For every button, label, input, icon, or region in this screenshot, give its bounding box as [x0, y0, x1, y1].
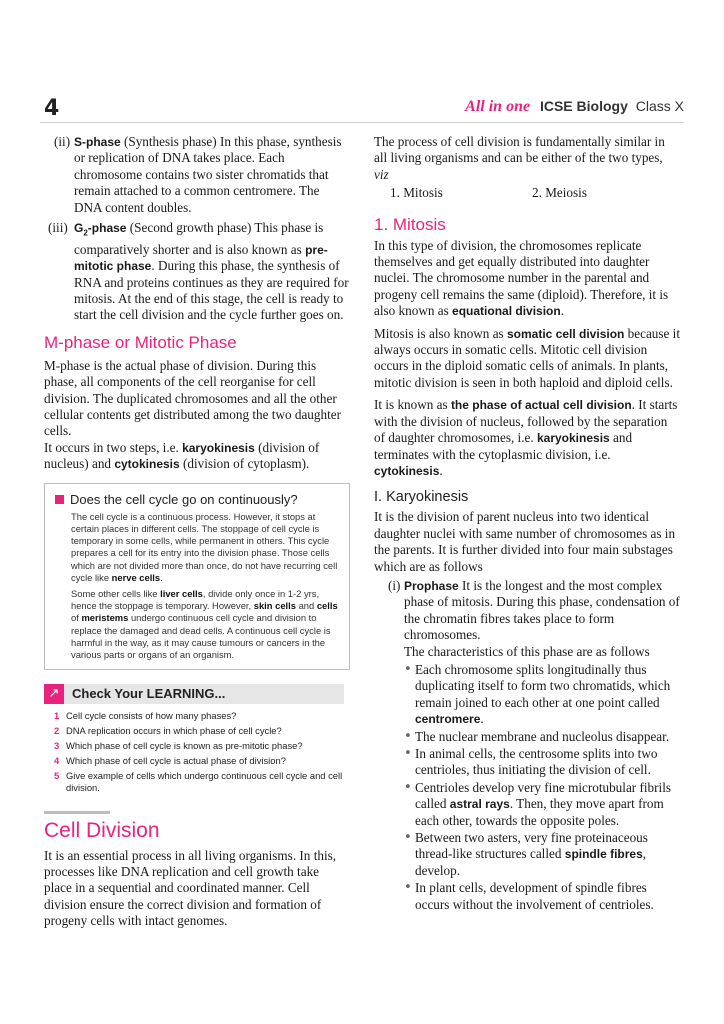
prophase-bullets [404, 662, 680, 913]
page-number: 4 [44, 96, 60, 121]
type-mitosis: 1. Mitosis [390, 185, 443, 201]
header-divider [40, 122, 684, 123]
mitosis-paragraph: Mitosis is also known as somatic cell division because it always occurs in somatic cells. Mitotic cell division occurs in the diploid somatic cells of animals. In plants, mitotic division is seen in both haploid and diploid cells. [374, 325, 681, 390]
cell-division-paragraph: It is an essential process in all living organisms. In this, processes like DNA replication and cell growth take place in a sequential and coordinated manner. Cell division ensure the correct division and formation of progeny cells with intact genomes. [44, 847, 337, 929]
mitosis-paragraph: In this type of division, the chromosomes replicate themselves and get equally distributed into daughter nuclei. The chromosome number in the parental and progeny cell remains the same (diploid). Therefore, it is also known as equational division. [374, 237, 669, 319]
karyokinesis-paragraph: It is the division of parent nucleus into two identical daughter nuclei with same number of chromosomes as in the parents. It is further divided into four main substages which are as follows [374, 509, 676, 574]
right-column [374, 134, 680, 914]
info-box-paragraph: Some other cells like liver cells, divide only once in 1-2 yrs, hence the stoppage is temporary. However, skin cells and cells of meristems undergo continuous cell cycle and division to replace the damaged and dead cells. A continuous cell cycle is harmful in the way, as it may cause tumours or cancers in the various parts or organs of an organism. [71, 587, 338, 660]
s-phase-term: S-phase [74, 135, 121, 149]
prophase-item: (i) Prophase It is the longest and the most complex phase of mitosis. During this phase, condensation of the chromatin fibres takes place to form chromosomes. The characteristics of this phase are as follows • Each chromosome splits longitudinally thus duplicating itself to form two chromatids, which remain joined to each other at one point called centromere. • The nuclear membrane and nucleolus disappear. • In animal cells, the centrosome splits into two centrioles, thus initiating the division of cell. • Centrioles develop very fine microtubular fibrils called astral rays. Then, they move apart from each other, towards the opposite poles. • Between two asters, very fine proteinaceous thread-like structures called spindle fibres, develop. • In plant cells, development of spindle fibres occurs without the involvement of centrioles. [388, 577, 680, 912]
list-item: • In plant cells, development of spindle fibres occurs without the involvement of centrioles. [404, 880, 654, 912]
check-learning-bar [44, 684, 344, 704]
list-item: • Each chromosome splits longitudinally thus duplicating itself to form two chromatids, which remain joined to each other at one point called centromere. [404, 661, 671, 727]
pre-mitotic-term: pre-mitotic phase [74, 242, 328, 274]
page-header [465, 96, 684, 117]
list-item: • Centrioles develop very fine microtubular fibrils called astral rays. Then, they move apart from each other, towards the opposite poles. [404, 779, 671, 828]
type-meiosis: 2. Meiosis [532, 185, 587, 201]
info-box-paragraph: The cell cycle is a continuous process. However, it stops at certain places in different cells. The stoppage of cell cycle is temporary in some cells, while permanent in others. This cycle prepares a cell for its entry into the division phase. Those cells which are not divided more than once, do not have recurring cell cycle like nerve cells. [71, 510, 338, 583]
mphase-heading: M-phase or Mitotic Phase [44, 332, 237, 352]
info-box-title: Does the cell cycle go on continuously? [55, 492, 341, 508]
division-types [374, 185, 680, 201]
item-number: (ii) [54, 134, 71, 149]
list-item: 4 Which phase of cell cycle is actual phase of division? [54, 754, 286, 766]
check-learning-title: Check Your LEARNING... [72, 686, 226, 702]
cell-division-heading: Cell Division [44, 818, 160, 842]
s-phase-item [44, 134, 350, 216]
list-item: 1 Cell cycle consists of how many phases? [54, 710, 237, 722]
list-item: • In animal cells, the centrosome splits into two centrioles, thus initiating the division of cell. [404, 746, 658, 778]
left-column [44, 134, 350, 930]
karyokinesis-heading: I. Karyokinesis [374, 489, 469, 506]
brand-logo: All in one [465, 98, 531, 115]
pink-square-icon [55, 495, 64, 504]
list-item: 5 Give example of cells which undergo continuous cell cycle and cell division. [54, 769, 343, 794]
header-class: Class X [635, 98, 684, 114]
list-item: • The nuclear membrane and nucleolus disappear. [404, 728, 670, 744]
list-item: 2 DNA replication occurs in which phase of cell cycle? [54, 725, 282, 737]
list-item: 3 Which phase of cell cycle is known as pre-mitotic phase? [54, 739, 303, 751]
header-subject: ICSE Biology [539, 98, 628, 114]
mitosis-heading: 1. Mitosis [374, 214, 446, 234]
item-number: (iii) [48, 220, 68, 236]
check-learning-list [44, 710, 350, 794]
s-phase-text: (Synthesis phase) In this phase, synthesis or replication of DNA takes place. Each chromosome contains two sister chromatids that remain attached to a common centromere. The DNA content doubles. [74, 134, 342, 215]
list-item: • Between two asters, very fine proteinaceous thread-like structures called spindle fibres, develop. [404, 830, 648, 878]
g2-phase-term: $G_2$-phase [74, 221, 127, 238]
mphase-paragraph: M-phase is the actual phase of division. During this phase, all components of the cell reorganise for cell division. The duplicated chromosomes and all the other cellular contents get distributed among the two daughter cells. [44, 357, 342, 439]
info-box-body [55, 511, 341, 661]
check-learning-icon: ↗ [44, 684, 64, 704]
mphase-steps-paragraph: It occurs in two steps, i.e. karyokinesis (division of nucleus) and cytokinesis (division of cytoplasm). [44, 439, 320, 472]
cell-cycle-info-box [44, 483, 350, 670]
cell-division-intro: The process of cell division is fundamentally similar in all living organisms and can be either of the two types, viz [374, 134, 665, 182]
section-rule [44, 811, 110, 814]
prophase-term: Prophase [404, 578, 459, 593]
prophase-characteristics: The characteristics of this phase are as follows [404, 643, 650, 659]
mitosis-paragraph: It is known as the phase of actual cell division. It starts with the division of nucleus, followed by the separation of daughter chromosomes, i.e. karyokinesis and terminates with the cytoplasmic division, i.e. cytokinesis. [374, 397, 678, 478]
g2-phase-item: (iii) $G_2$-phase (Second growth phase) This phase is comparatively shorter and is also known as pre-mitotic phase. During this phase, the synthesis of RNA and proteins continues as they are required for mitosis. At the end of this stage, the cell is ready to start the cell division and the cycle further goes on. [48, 220, 349, 323]
item-number: (i) [388, 577, 401, 593]
